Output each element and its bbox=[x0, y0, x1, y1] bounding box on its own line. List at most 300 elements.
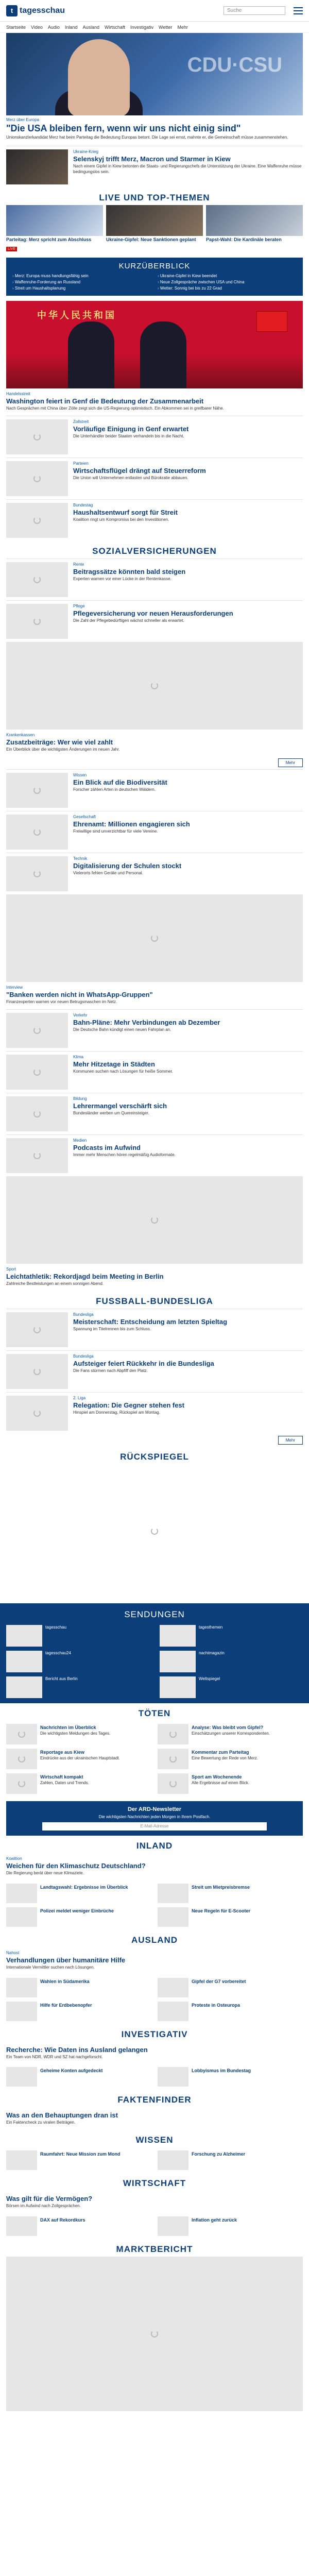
loading-spinner-icon bbox=[18, 1755, 25, 1762]
search-input[interactable]: Suche bbox=[224, 6, 285, 15]
teaser-text: Forscher zählen Arten in deutschen Wäldern. bbox=[73, 787, 156, 792]
newsletter-sub: Die wichtigsten Nachrichten jeden Morgen in Ihrem Postfach. bbox=[98, 1814, 211, 1819]
section-title-ausland: AUSLAND bbox=[131, 1935, 178, 1945]
ausland-topline: Nahost bbox=[6, 1950, 20, 1955]
grid-item[interactable] bbox=[6, 2150, 151, 2170]
wirtschaft-headline[interactable]: Was gilt für die Vermögen? bbox=[6, 2195, 93, 2203]
sendung-label[interactable]: nachtmagazin bbox=[199, 1650, 225, 1655]
grid-item-image[interactable] bbox=[158, 2067, 188, 2087]
hero-image-text: CDU·CSU bbox=[187, 54, 282, 76]
kurz-item[interactable]: › Waffenruhe-Forderung an Russland bbox=[12, 280, 151, 284]
teaser-row[interactable] bbox=[0, 1351, 309, 1392]
grid-item-image[interactable] bbox=[158, 2002, 188, 2021]
quote-teaser[interactable] bbox=[0, 982, 309, 1009]
investigativ-lead[interactable] bbox=[0, 2042, 309, 2064]
sendungen-title: SENDUNGEN bbox=[124, 1609, 185, 1619]
tote-headline[interactable]: Analyse: Was bleibt vom Gipfel? bbox=[192, 1724, 264, 1730]
grid-item-image[interactable] bbox=[158, 2216, 188, 2236]
loading-spinner-icon bbox=[169, 1780, 177, 1787]
loading-spinner-icon bbox=[18, 1731, 25, 1738]
loading-spinner-icon bbox=[18, 1780, 25, 1787]
grid-item-headline[interactable]: Geheime Konten aufgedeckt bbox=[40, 2068, 103, 2074]
china-headline[interactable]: Washington feiert in Genf die Bedeutung der Zusammenarbeit bbox=[6, 397, 204, 405]
teaser-row[interactable] bbox=[0, 146, 309, 188]
quote-headline[interactable]: "Banken werden nicht in WhatsApp-Gruppen" bbox=[6, 991, 153, 999]
grid-item-image[interactable] bbox=[6, 1884, 37, 1903]
loading-spinner-icon bbox=[33, 576, 41, 583]
kurzueberblick-box bbox=[6, 258, 303, 296]
teaser-text: Bundesländer werben um Quereinsteiger. bbox=[73, 1111, 149, 1116]
grid-item-headline[interactable]: Gipfel der G7 vorbereitet bbox=[192, 1978, 246, 1984]
fakten-text: Ein Faktencheck zu viralen Beiträgen. bbox=[6, 2120, 76, 2125]
teaser-body bbox=[73, 773, 303, 794]
china-image[interactable] bbox=[6, 301, 303, 388]
sendung-image[interactable] bbox=[6, 1651, 42, 1672]
teaser-row[interactable] bbox=[0, 458, 309, 499]
teaser-row[interactable] bbox=[0, 853, 309, 894]
teaser-body bbox=[73, 856, 303, 877]
loading-spinner-icon bbox=[33, 618, 41, 625]
teaser-headline[interactable]: Wirtschaftsflügel drängt auf Steuerreform bbox=[73, 466, 206, 474]
tote-text: Einschätzungen unserer Korrespondenten. bbox=[192, 1731, 270, 1736]
kurz-item[interactable]: › Ukraine-Gipfel in Kiew beendet bbox=[158, 274, 297, 278]
tote-body bbox=[192, 1749, 258, 1769]
kurz-item[interactable]: › Wetter: Sonnig bei bis zu 22 Grad bbox=[158, 286, 297, 291]
live-card[interactable] bbox=[206, 205, 303, 252]
feature2-image[interactable] bbox=[6, 1176, 303, 1264]
tote-body bbox=[40, 1749, 120, 1769]
sendung-label[interactable]: tagesschau24 bbox=[45, 1650, 71, 1655]
sendung-label[interactable]: Bericht aus Berlin bbox=[45, 1676, 78, 1681]
grid-item-image[interactable] bbox=[158, 1978, 188, 1997]
nav-item[interactable]: Video bbox=[31, 24, 43, 30]
teaser-headline[interactable]: Pflegeversicherung vor neuen Herausforderungen bbox=[73, 609, 233, 617]
hero-image[interactable] bbox=[6, 33, 303, 115]
teaser-image[interactable] bbox=[6, 1055, 68, 1090]
investigativ-headline[interactable]: Recherche: Wie Daten ins Ausland gelangen bbox=[6, 2045, 148, 2054]
grid-item[interactable] bbox=[158, 2216, 303, 2236]
teaser-image[interactable] bbox=[6, 149, 68, 184]
sendung-item[interactable] bbox=[6, 1651, 149, 1672]
fakten-lead[interactable] bbox=[0, 2107, 309, 2130]
wirtschaft-text: Börsen im Aufwind nach Zollgesprächen. bbox=[6, 2204, 81, 2209]
grid-item-image[interactable] bbox=[6, 1907, 37, 1927]
teaser-row[interactable] bbox=[0, 1093, 309, 1134]
marktbericht-chart[interactable] bbox=[6, 2257, 303, 2411]
section-title-live: LIVE UND TOP-THEMEN bbox=[99, 192, 210, 202]
kurz-title: KURZÜBERBLICK bbox=[118, 261, 191, 270]
tote-image[interactable] bbox=[6, 1724, 37, 1744]
tote-text: Eine Bewertung der Rede von Merz. bbox=[192, 1755, 258, 1760]
teaser-row[interactable] bbox=[0, 559, 309, 600]
grid-item-image[interactable] bbox=[158, 1907, 188, 1927]
grid-item-image[interactable] bbox=[6, 2002, 37, 2021]
teaser-headline[interactable]: Selenskyj trifft Merz, Macron und Starmer in Kiew bbox=[73, 155, 231, 163]
loading-spinner-icon bbox=[33, 1326, 41, 1333]
sendung-label[interactable]: Weltspiegel bbox=[199, 1676, 220, 1681]
grid-item[interactable] bbox=[158, 2002, 303, 2021]
more-button[interactable]: Mehr bbox=[278, 1436, 303, 1445]
tote-headline[interactable]: Wirtschaft kompakt bbox=[40, 1774, 83, 1780]
teaser-text: Die Zahl der Pflegebedürftigen wächst schneller als erwartet. bbox=[73, 618, 184, 623]
teaser-body bbox=[73, 815, 303, 836]
tote-image[interactable] bbox=[158, 1724, 188, 1744]
grid-item-headline[interactable]: DAX auf Rekordkurs bbox=[40, 2217, 85, 2223]
teaser-headline[interactable]: Meisterschaft: Entscheidung am letzten Spieltag bbox=[73, 1317, 228, 1326]
tote-item[interactable] bbox=[158, 1773, 303, 1794]
tote-image[interactable] bbox=[158, 1773, 188, 1794]
teaser-row[interactable] bbox=[0, 1135, 309, 1176]
teaser-image[interactable] bbox=[6, 1312, 68, 1347]
nav-item[interactable]: Mehr bbox=[177, 24, 188, 30]
sendung-label[interactable]: tagesschau bbox=[45, 1624, 66, 1630]
sendung-item[interactable] bbox=[160, 1625, 303, 1647]
teaser-headline[interactable]: Digitalisierung der Schulen stockt bbox=[73, 862, 182, 870]
teaser-topline: Bundesliga bbox=[73, 1353, 94, 1359]
logo-mark-icon: t bbox=[6, 5, 18, 16]
teaser-text: Koalition ringt um Kompromiss bei den Investitionen. bbox=[73, 517, 169, 522]
live-card-image[interactable] bbox=[6, 205, 103, 236]
teaser-topline: Rente bbox=[73, 562, 84, 567]
ausland-lead[interactable] bbox=[0, 1947, 309, 1975]
teaser-topline: Medien bbox=[73, 1138, 87, 1143]
teaser-image[interactable] bbox=[6, 419, 68, 454]
sendung-item[interactable] bbox=[6, 1676, 149, 1698]
nav-item[interactable]: Inland bbox=[64, 24, 78, 30]
nav-item[interactable]: Wirtschaft bbox=[104, 24, 125, 30]
sendung-image[interactable] bbox=[160, 1676, 196, 1698]
grid-item-image[interactable] bbox=[6, 2216, 37, 2236]
section-title-marktbericht: MARKTBERICHT bbox=[116, 2244, 193, 2254]
feature2-teaser[interactable] bbox=[0, 1264, 309, 1291]
tote-headline[interactable]: Reportage aus Kiew bbox=[40, 1749, 85, 1755]
flag-icon bbox=[256, 311, 287, 332]
loading-spinner-icon bbox=[33, 517, 41, 524]
tote-text: Zahlen, Daten und Trends. bbox=[40, 1780, 89, 1785]
grid-item[interactable] bbox=[158, 1884, 303, 1903]
sendung-label[interactable]: tagesthemen bbox=[199, 1624, 223, 1630]
teaser-text: Die Deutsche Bahn kündigt einen neuen Fahrplan an. bbox=[73, 1027, 171, 1032]
sendung-image[interactable] bbox=[6, 1676, 42, 1698]
teaser-image[interactable] bbox=[6, 604, 68, 639]
grid-item-headline[interactable]: Raumfahrt: Neue Mission zum Mond bbox=[40, 2151, 121, 2157]
loading-spinner-icon bbox=[169, 1731, 177, 1738]
teaser-topline: Klima bbox=[73, 1055, 84, 1060]
loading-spinner-icon bbox=[33, 475, 41, 482]
more-button[interactable]: Mehr bbox=[278, 758, 303, 767]
teaser-body bbox=[73, 1354, 303, 1375]
teaser-text: Hinspiel am Donnerstag, Rückspiel am Montag. bbox=[73, 1410, 160, 1415]
teaser-headline[interactable]: Mehr Hitzetage in Städten bbox=[73, 1060, 155, 1069]
live-card-headline[interactable]: Papst-Wahl: Die Kardinäle beraten bbox=[206, 236, 282, 242]
grid-item-image[interactable] bbox=[158, 2150, 188, 2170]
live-card-headline[interactable]: Parteitag: Merz spricht zum Abschluss bbox=[6, 236, 92, 242]
live-card-image[interactable] bbox=[106, 205, 203, 236]
fakten-headline[interactable]: Was an den Behauptungen dran ist bbox=[6, 2111, 118, 2120]
teaser-headline[interactable]: Podcasts im Aufwind bbox=[73, 1144, 141, 1152]
tote-item[interactable] bbox=[6, 1724, 151, 1744]
china-teaser[interactable] bbox=[0, 388, 309, 416]
kurz-item[interactable]: › Streit um Haushaltsplanung bbox=[12, 286, 151, 291]
grid-item[interactable] bbox=[158, 2150, 303, 2170]
ausland-text: Internationale Vermittler suchen nach Lösungen. bbox=[6, 1964, 95, 1970]
grid-item-headline[interactable]: Landtagswahl: Ergebnisse im Überblick bbox=[40, 1884, 128, 1890]
grid-item-headline[interactable]: Neue Regeln für E-Scooter bbox=[192, 1908, 251, 1913]
teaser-headline[interactable]: Haushaltsentwurf sorgt für Streit bbox=[73, 508, 178, 516]
nav-item[interactable]: Audio bbox=[47, 24, 60, 30]
teaser-row[interactable] bbox=[0, 500, 309, 541]
hero-topline: Merz über Europa bbox=[6, 117, 40, 122]
sendung-image[interactable] bbox=[160, 1651, 196, 1672]
teaser-headline[interactable]: Ehrenamt: Millionen engagieren sich bbox=[73, 820, 190, 828]
teaser-body bbox=[73, 1096, 303, 1117]
newsletter-heading: Der ARD-Newsletter bbox=[127, 1806, 182, 1812]
teaser-body bbox=[73, 1312, 303, 1333]
teaser-row[interactable] bbox=[0, 811, 309, 853]
grid-item-headline[interactable]: Proteste in Osteuropa bbox=[192, 2002, 241, 2008]
teaser-image[interactable] bbox=[6, 503, 68, 538]
tote-image[interactable] bbox=[158, 1749, 188, 1769]
grid-item-headline[interactable]: Polizei meldet weniger Einbrüche bbox=[40, 1908, 114, 1913]
live-grid bbox=[0, 205, 309, 252]
teaser-topline: Ukraine-Krieg bbox=[73, 149, 98, 154]
teaser-image[interactable] bbox=[6, 773, 68, 808]
grid-item-headline[interactable]: Streit um Mietpreisbremse bbox=[192, 1884, 250, 1890]
teaser-headline[interactable]: Bahn-Pläne: Mehr Verbindungen ab Dezember bbox=[73, 1019, 220, 1027]
teaser-topline: Bildung bbox=[73, 1096, 87, 1101]
section-title-sozial: SOZIALVERSICHERUNGEN bbox=[92, 546, 217, 556]
teaser-row[interactable] bbox=[0, 1010, 309, 1051]
teaser-image[interactable] bbox=[6, 856, 68, 891]
inland-headline[interactable]: Weichen für den Klimaschutz Deutschland? bbox=[6, 1861, 146, 1870]
grid-item[interactable] bbox=[6, 1884, 151, 1903]
teaser-text: Spannung im Titelrennen bis zum Schluss. bbox=[73, 1326, 151, 1331]
inland-text: Die Regierung berät über neue Klimaziele. bbox=[6, 1870, 84, 1875]
live-card-headline[interactable]: Ukraine-Gipfel: Neue Sanktionen geplant bbox=[106, 236, 196, 242]
teaser-row[interactable] bbox=[0, 1309, 309, 1350]
tote-headline[interactable]: Sport am Wochenende bbox=[192, 1774, 242, 1780]
feature2-text: Zahlreiche Bestleistungen an einem sonnigen Abend. bbox=[6, 1281, 104, 1286]
teaser-headline[interactable]: Ein Blick auf die Biodiversität bbox=[73, 778, 167, 787]
logo[interactable] bbox=[6, 5, 65, 16]
teaser-body bbox=[73, 1013, 303, 1034]
tote-body bbox=[192, 1724, 270, 1744]
teaser-image[interactable] bbox=[6, 815, 68, 850]
loading-spinner-icon bbox=[33, 787, 41, 794]
section-title-wirtschaft: WIRTSCHAFT bbox=[123, 2178, 186, 2189]
teaser-text: Nach einem Gipfel in Kiew betonten die Staats- und Regierungschefs die Unterstützung der Ukraine. Eine Waffenruhe müsse bedingungslos sein. bbox=[73, 163, 302, 174]
loading-spinner-icon bbox=[33, 1069, 41, 1076]
kurz-item[interactable]: › Neue Zollgespräche zwischen USA und China bbox=[158, 280, 297, 284]
sendung-image[interactable] bbox=[6, 1625, 42, 1647]
teaser-text: Die Unterhändler beider Staaten verhandeln bis in die Nacht. bbox=[73, 433, 184, 438]
tote-text: Alle Ergebnisse auf einen Blick. bbox=[192, 1780, 250, 1785]
quote-text: Finanzexperten warnen vor neuen Betrugsmaschen im Netz. bbox=[6, 999, 117, 1005]
grid-item[interactable] bbox=[6, 2067, 151, 2087]
sendung-item[interactable] bbox=[160, 1651, 303, 1672]
china-topline: Handelsstreit bbox=[6, 391, 30, 396]
teaser-body bbox=[73, 1055, 303, 1076]
section-title-inland: INLAND bbox=[136, 1840, 173, 1851]
main-nav bbox=[0, 22, 309, 33]
teaser-headline[interactable]: Lehrermangel verschärft sich bbox=[73, 1102, 167, 1110]
live-card-image[interactable] bbox=[206, 205, 303, 236]
live-card[interactable] bbox=[106, 205, 203, 252]
teaser-image[interactable] bbox=[6, 1138, 68, 1173]
grid-item-headline[interactable]: Wahlen in Südamerika bbox=[40, 1978, 90, 1984]
grid-item[interactable] bbox=[158, 2067, 303, 2087]
inland-topline: Koalition bbox=[6, 1856, 22, 1861]
sozial-feature-headline[interactable]: Zusatzbeiträge: Wer wie viel zahlt bbox=[6, 738, 113, 746]
teaser-topline: Bundesliga bbox=[73, 1312, 94, 1317]
section-title-wissen: WISSEN bbox=[135, 2135, 174, 2145]
inland-lead[interactable] bbox=[0, 1853, 309, 1880]
teaser-topline: Zollstreit bbox=[73, 419, 89, 424]
teaser-body bbox=[73, 1138, 303, 1159]
loading-spinner-icon bbox=[33, 433, 41, 440]
rueckspiegel-loading bbox=[0, 1464, 309, 1598]
grid-item-image[interactable] bbox=[6, 1978, 37, 1997]
grid-item-headline[interactable]: Forschung zu Alzheimer bbox=[192, 2151, 246, 2157]
loading-spinner-icon bbox=[33, 1110, 41, 1117]
teaser-headline[interactable]: Beitragssätze könnten bald steigen bbox=[73, 567, 186, 575]
teaser-topline: Wissen bbox=[73, 773, 87, 778]
teaser-text: Die Fans stürmen nach Abpfiff den Platz. bbox=[73, 1368, 148, 1373]
teaser-topline: 2. Liga bbox=[73, 1395, 86, 1400]
grid-item-headline[interactable]: Lobbyismus im Bundestag bbox=[192, 2068, 251, 2074]
newsletter-box bbox=[6, 1801, 303, 1836]
nav-item[interactable]: Ausland bbox=[82, 24, 99, 30]
teaser-image[interactable] bbox=[6, 562, 68, 597]
sozial-feature-text: Ein Überblick über die wichtigsten Änderungen im neuen Jahr. bbox=[6, 747, 120, 752]
grid-item-headline[interactable]: Hilfe für Erdbebenopfer bbox=[40, 2002, 92, 2008]
teaser-text: Kommunen suchen nach Lösungen für heiße Sommer. bbox=[73, 1069, 173, 1074]
loading-spinner-icon bbox=[33, 1410, 41, 1417]
grid-item[interactable] bbox=[6, 1907, 151, 1927]
grid-item-image[interactable] bbox=[6, 2067, 37, 2087]
grid-item[interactable] bbox=[6, 1978, 151, 1997]
teaser-image[interactable] bbox=[6, 1354, 68, 1389]
grid-item-headline[interactable]: Inflation geht zurück bbox=[192, 2217, 237, 2223]
grid-item[interactable] bbox=[6, 2216, 151, 2236]
tote-headline[interactable]: Kommentar zum Parteitag bbox=[192, 1749, 249, 1755]
menu-icon[interactable] bbox=[294, 7, 303, 14]
teaser-headline[interactable]: Relegation: Die Gegner stehen fest bbox=[73, 1401, 184, 1409]
teaser-text: Die Union will Unternehmen entlasten und Bürokratie abbauen. bbox=[73, 475, 188, 480]
tote-item[interactable] bbox=[158, 1724, 303, 1744]
sendung-item[interactable] bbox=[160, 1676, 303, 1698]
teaser-row[interactable] bbox=[0, 1393, 309, 1434]
tote-item[interactable] bbox=[6, 1773, 151, 1794]
tote-body bbox=[40, 1724, 110, 1744]
logo-text: tagesschau bbox=[20, 6, 65, 15]
teaser-topline: Bundestag bbox=[73, 502, 93, 507]
loading-spinner-icon bbox=[33, 1152, 41, 1159]
section-title-rueckspiegel: RÜCKSPIEGEL bbox=[120, 1451, 189, 1462]
teaser-body bbox=[73, 461, 303, 482]
sendung-image[interactable] bbox=[160, 1625, 196, 1647]
live-badge: LIVE bbox=[6, 247, 17, 251]
teaser-body bbox=[73, 604, 303, 625]
teaser-topline: Parteien bbox=[73, 461, 89, 466]
sozial-feature-topline: Krankenkassen bbox=[6, 732, 35, 737]
investigativ-text: Ein Team von NDR, WDR und SZ hat nachgeforscht. bbox=[6, 2054, 103, 2059]
teaser-row[interactable] bbox=[0, 601, 309, 642]
quote-image[interactable] bbox=[6, 894, 303, 982]
teaser-text: Vielerorts fehlen Geräte und Personal. bbox=[73, 871, 143, 876]
hero-headline[interactable]: "Die USA bleiben fern, wenn wir uns nicht einig sind" bbox=[6, 123, 241, 133]
section-title-toten: TÖTEN bbox=[138, 1708, 171, 1718]
ausland-headline[interactable]: Verhandlungen über humanitäre Hilfe bbox=[6, 1956, 126, 1964]
teaser-row[interactable] bbox=[0, 770, 309, 811]
sendungen-section bbox=[0, 1603, 309, 1703]
teaser-row[interactable] bbox=[0, 416, 309, 457]
teaser-image[interactable] bbox=[6, 1396, 68, 1431]
teaser-topline: Technik bbox=[73, 856, 88, 861]
section-title-investigativ: INVESTIGATIV bbox=[121, 2029, 188, 2039]
nav-item[interactable]: Wetter bbox=[159, 24, 173, 30]
section-title-faktenfinder: FAKTENFINDER bbox=[117, 2095, 192, 2105]
feature2-headline[interactable]: Leichtathletik: Rekordjagd beim Meeting in Berlin bbox=[6, 1273, 164, 1281]
teaser-text: Freiwillige sind unverzichtbar für viele Vereine. bbox=[73, 829, 158, 834]
sozial-feature-image[interactable] bbox=[6, 642, 303, 730]
newsletter-email-input[interactable]: E-Mail-Adresse bbox=[42, 1822, 267, 1831]
quote-topline: Interview bbox=[6, 985, 23, 990]
teaser-body bbox=[73, 419, 303, 440]
kurz-item[interactable]: › Merz: Europa muss handlungsfähig sein bbox=[12, 274, 151, 278]
teaser-image[interactable] bbox=[6, 1096, 68, 1131]
tote-text: Die wichtigsten Meldungen des Tages. bbox=[40, 1731, 111, 1736]
loading-spinner-icon bbox=[33, 828, 41, 836]
hero-teaser[interactable] bbox=[0, 115, 309, 146]
tote-item[interactable] bbox=[6, 1749, 151, 1769]
grid-item[interactable] bbox=[158, 1978, 303, 1997]
kurz-list bbox=[12, 274, 297, 291]
grid-item[interactable] bbox=[158, 1907, 303, 1927]
grid-item-image[interactable] bbox=[158, 1884, 188, 1903]
loading-spinner-icon bbox=[33, 1027, 41, 1034]
teaser-body bbox=[73, 562, 303, 583]
feature2-topline: Sport bbox=[6, 1267, 16, 1272]
tote-image[interactable] bbox=[6, 1773, 37, 1794]
live-card[interactable] bbox=[6, 205, 103, 252]
nav-item[interactable]: Startseite bbox=[6, 24, 26, 30]
tote-headline[interactable]: Nachrichten im Überblick bbox=[40, 1724, 96, 1730]
loading-spinner-icon bbox=[33, 870, 41, 877]
sendung-item[interactable] bbox=[6, 1625, 149, 1647]
teaser-image[interactable] bbox=[6, 1013, 68, 1048]
teaser-topline: Gesellschaft bbox=[73, 815, 96, 820]
nav-item[interactable]: Investigativ bbox=[130, 24, 154, 30]
grid-item-image[interactable] bbox=[6, 2150, 37, 2170]
loading-spinner-icon bbox=[33, 1368, 41, 1375]
tote-body bbox=[40, 1773, 89, 1794]
wirtschaft-lead[interactable] bbox=[0, 2191, 309, 2213]
teaser-topline: Pflege bbox=[73, 603, 85, 608]
tote-image[interactable] bbox=[6, 1749, 37, 1769]
sozial-feature[interactable] bbox=[0, 730, 309, 757]
tote-item[interactable] bbox=[158, 1749, 303, 1769]
hero-teaser-text: Unionskanzlerkandidat Merz hat beim Parteitag die Bedeutung Europas betont. Die Lage sei ernst, mahnte er, die Gemeinschaft müsse zusammenstehen. bbox=[6, 135, 288, 140]
tote-text: Eindrücke aus der ukrainischen Hauptstadt. bbox=[40, 1755, 120, 1760]
teaser-headline[interactable]: Aufsteiger feiert Rückkehr in die Bundesliga bbox=[73, 1359, 214, 1367]
tote-body bbox=[192, 1773, 249, 1794]
teaser-text: Immer mehr Menschen hören regelmäßig Audioformate. bbox=[73, 1153, 176, 1158]
teaser-headline[interactable]: Vorläufige Einigung in Genf erwartet bbox=[73, 425, 189, 433]
teaser-image[interactable] bbox=[6, 461, 68, 496]
teaser-row[interactable] bbox=[0, 1052, 309, 1093]
grid-item[interactable] bbox=[6, 2002, 151, 2021]
